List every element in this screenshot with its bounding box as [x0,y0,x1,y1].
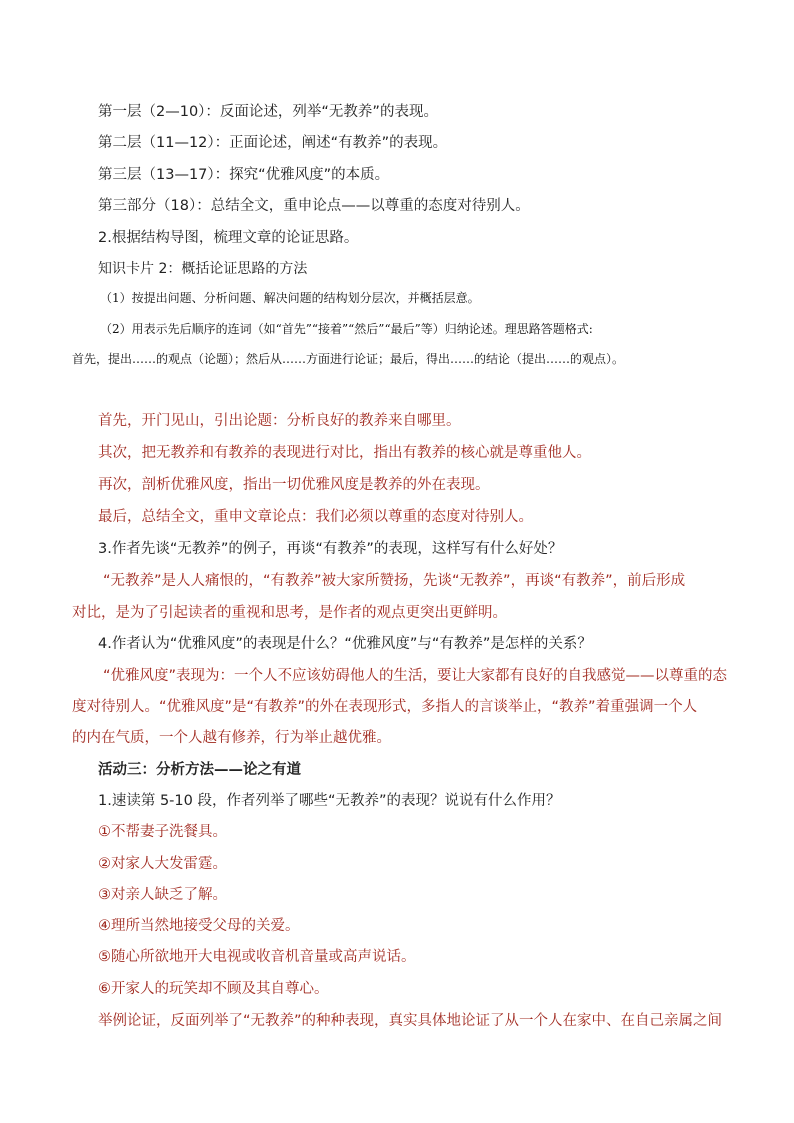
question-2: 2.根据结构导图，梳理文章的论证思路。 [98,230,359,246]
structure-layer-3: 第三层（13—17）：探究“优雅风度”的本质。 [98,167,390,183]
knowledge-card-item-1: （1）按提出问题、分析问题、解决问题的结构划分层次，并概括层意。 [100,291,480,305]
list-item: ②对家人大发雷霆。 [98,856,227,872]
list-item: ③对亲人缺乏了解。 [98,887,227,903]
answer-4-line-1: “优雅风度”表现为：一个人不应该妨碍他人的生活，要让大家都有良好的自我感觉——以尊重的态 [103,668,728,684]
answer-4-line-2: 度对待别人。“优雅风度”是“有教养”的外在表现形式，多指人的言谈举止，“教养”着重强调一个人 [72,699,698,715]
knowledge-card-item-2-line-1: （2）用表示先后顺序的连词（如“首先”“接着”“然后”“最后”等）归纳论述。理思路答题格式: [100,322,593,336]
answer-2-third: 再次，剖析优雅风度，指出一切优雅风度是教养的外在表现。 [98,477,490,493]
question-3: 3.作者先谈“无教养”的例子，再谈“有教养”的表现，这样写有什么好处？ [98,541,563,557]
answer-2-first: 首先，开门见山，引出论题：分析良好的教养来自哪里。 [98,413,461,429]
knowledge-card-title: 知识卡片 2：概括论证思路的方法 [98,261,308,277]
answer-2-fourth: 最后，总结全文，重申文章论点：我们必须以尊重的态度对待别人。 [98,509,533,525]
list-item: ④理所当然地接受父母的关爱。 [98,918,300,934]
structure-layer-1: 第一层（2—10）：反面论述，列举“无教养”的表现。 [98,104,438,120]
answer-3-line-2: 对比，是为了引起读者的重视和思考，是作者的观点更突出更鲜明。 [72,605,507,621]
list-item: ①不帮妻子洗餐具。 [98,824,227,840]
activity-3-conclusion: 举例论证，反面列举了“无教养”的种种表现，真实具体地论证了从一个人在家中、在自己亲属之间 [98,1013,723,1029]
structure-layer-2: 第二层（11—12）：正面论述，阐述“有教养”的表现。 [98,135,448,151]
knowledge-card-item-2-line-2: 首先，提出……的观点（论题）；然后从……方面进行论证；最后，得出……的结论（提出……的观点）。 [72,352,625,366]
list-item: ⑤随心所欲地开大电视或收音机音量或高声说话。 [98,949,416,965]
structure-part-3: 第三部分（18）：总结全文，重申论点——以尊重的态度对待别人。 [98,198,530,214]
question-4: 4.作者认为“优雅风度”的表现是什么？“优雅风度”与“有教养”是怎样的关系？ [98,636,592,652]
answer-4-line-3: 的内在气质，一个人越有修养，行为举止越优雅。 [72,730,391,746]
answer-3-line-1: “无教养”是人人痛恨的，“有教养”被大家所赞扬，先谈“无教养”，再谈“有教养”，前后形成 [103,573,686,589]
list-item: ⑥开家人的玩笑却不顾及其自尊心。 [98,981,329,997]
activity-3-title: 活动三：分析方法——论之有道 [98,762,301,778]
answer-2-second: 其次，把无教养和有教养的表现进行对比，指出有教养的核心就是尊重他人。 [98,445,591,461]
activity-3-question: 1.速读第 5-10 段，作者列举了哪些“无教养”的表现？说说有什么作用？ [98,793,561,809]
